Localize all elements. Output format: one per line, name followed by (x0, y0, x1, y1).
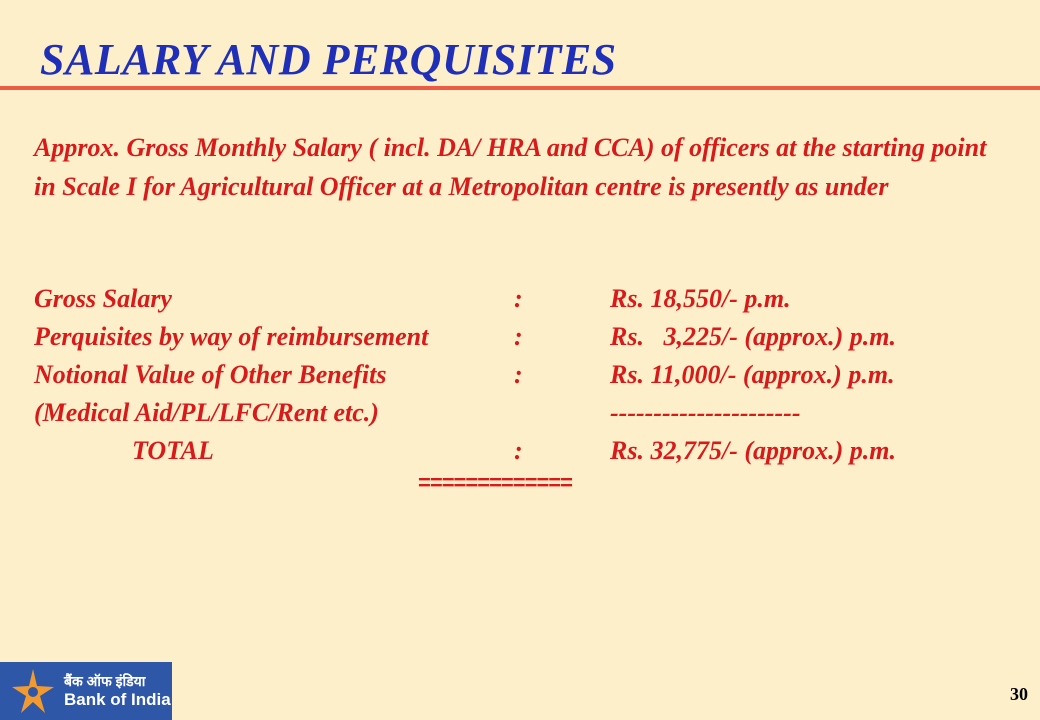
row-value: Rs. 11,000/- (approx.) p.m. (610, 360, 895, 389)
row-label: Gross Salary (34, 284, 172, 313)
row-label: (Medical Aid/PL/LFC/Rent etc.) (34, 398, 379, 427)
bank-logo (0, 662, 172, 720)
intro-paragraph: Approx. Gross Monthly Salary ( incl. DA/ HRA and CCA) of officers at the starting point in Scale I for Agricultural Officer at a Metropolitan centre is presently as under (34, 133, 987, 201)
row-separator: : (514, 360, 523, 389)
title-divider (0, 86, 1040, 90)
row-value: Rs. 3,225/- (approx.) p.m. (610, 322, 896, 351)
row-label: TOTAL (132, 436, 214, 465)
logo-text (64, 672, 171, 710)
row-separator: : (514, 436, 523, 465)
double-underline: ============= (418, 470, 573, 495)
logo-english-text: Bank of India (64, 690, 171, 709)
slide-title: SALARY AND PERQUISITES (40, 35, 617, 84)
row-value: Rs. 18,550/- p.m. (610, 284, 791, 313)
row-value: Rs. 32,775/- (approx.) p.m. (610, 436, 896, 465)
bank-star-logo-icon (8, 666, 58, 716)
row-separator: : (514, 322, 523, 351)
row-separator: : (514, 284, 523, 313)
row-label: Perquisites by way of reimbursement (34, 322, 429, 351)
row-label: Notional Value of Other Benefits (34, 360, 387, 389)
page-number: 30 (1010, 684, 1028, 704)
logo-hindi-text: बैंक ऑफ इंडिया (64, 673, 146, 689)
row-underline: ---------------------- (610, 398, 801, 427)
